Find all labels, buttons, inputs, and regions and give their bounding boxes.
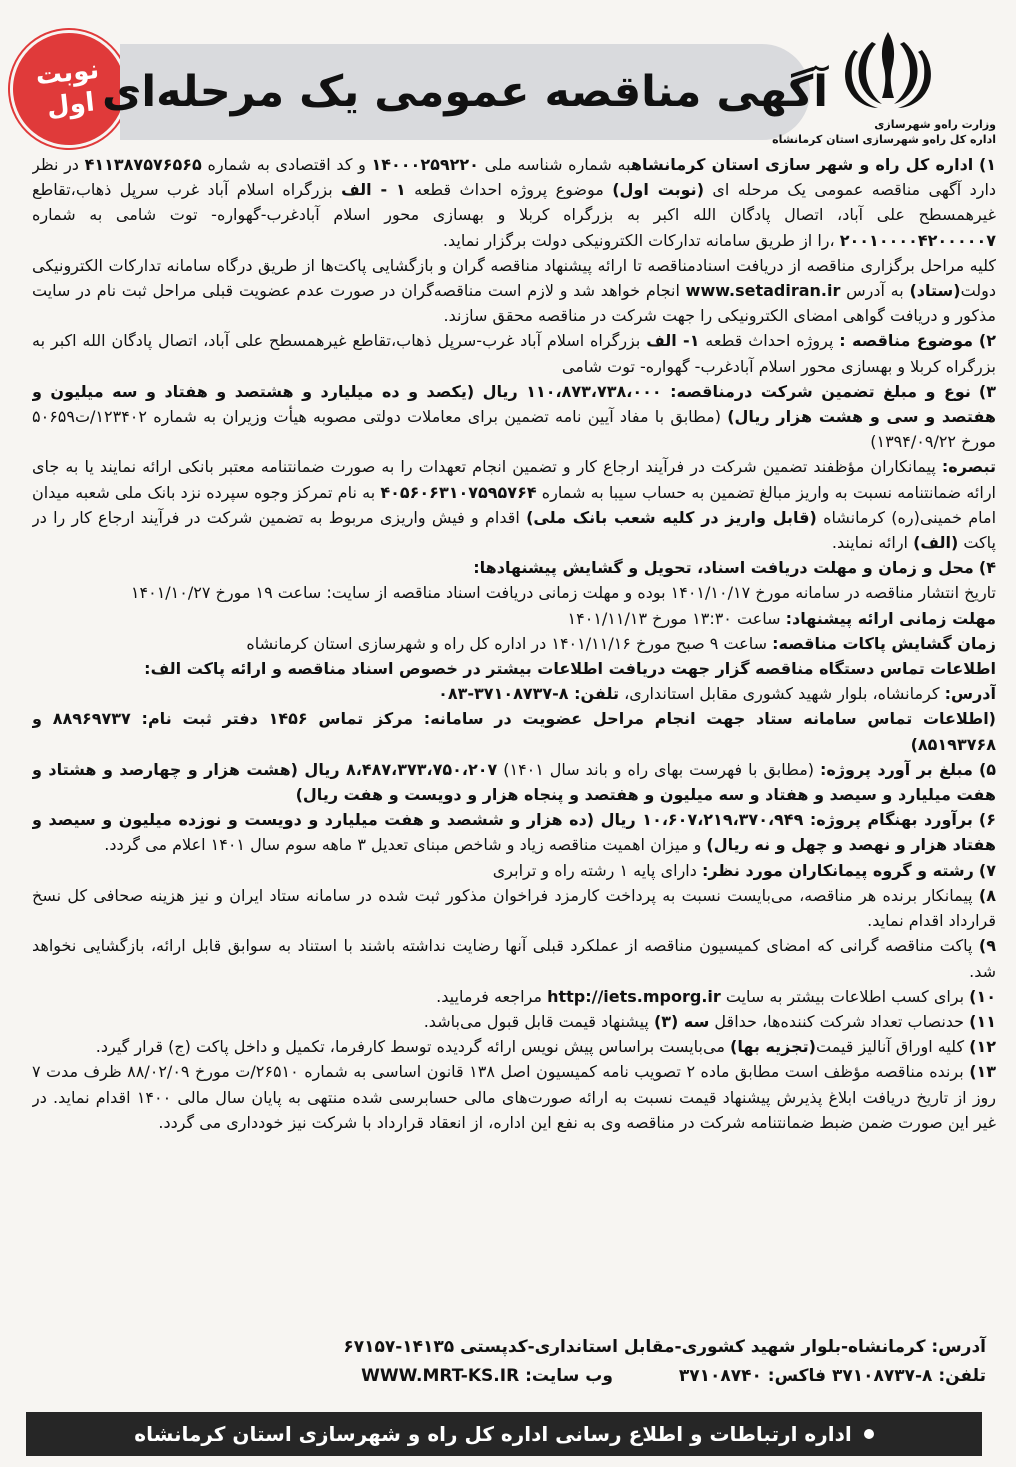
section-11-text-1: حدنصاب تعداد شرکت کننده‌ها، حداقل xyxy=(709,1011,965,1031)
section-3-number: ۳) xyxy=(978,381,996,401)
website-label: وب سایت: xyxy=(525,1366,613,1386)
section-11-number: ۱۱) xyxy=(969,1011,996,1031)
section-2-piece: ۱- الف xyxy=(646,331,700,351)
section-10-text-1: برای کسب اطلاعات بیشتر به سایت xyxy=(720,986,965,1006)
note-text-3: اقدام و فیش واریزی مربوط به تضمین شرکت در فرآیند ارجاع کار را در پاکت xyxy=(32,507,996,553)
footer-bullet-icon xyxy=(864,1429,874,1439)
round-label: (نوبت اول) xyxy=(612,180,705,200)
section-8-text: پیمانکار برنده هر مناقصه، می‌بایست نسبت به پرداخت کارمزد فراخوان مذکور ثبت شده در سامانه ستاد ایران و نیز هزینه صحافی کل نسخ قرارداد اقدام نماید. xyxy=(32,885,996,931)
note-text-4: ارائه نمایند. xyxy=(831,533,914,553)
section-13-text: برنده مناقصه مؤظف است مطابق ماده ۲ تصویب نامه کمیسیون اصل ۱۳۸ قانون اساسی به شماره ۲۶۵۱۰/ت مورخ ۸۸/۰۲/۰۹ ظرف مدت ۷ روز از تاریخ دریافت ابلاغ پذیرش پیشنهاد قیمت نسبت به ارائه صورت‌های مالی حسابرسی شده منتهی به پایان سال مالی ۱۴۰۰ اقدام نماید. در غیر این صورت ضمن ضبط ضمانتنامه شرکت در مناقصه وی به نفع این اداره، از انعقاد قرارداد با شرکت نیز خودداری می گردد. xyxy=(32,1062,996,1132)
section-1-text-4: موضوع پروژه احداث قطعه xyxy=(405,180,613,200)
section-4-contact-heading xyxy=(32,656,996,681)
section-1-text-2: و کد اقتصادی به شماره xyxy=(201,155,372,174)
note-text-2: به نام تمرکز وجوه سپرده نزد بانک ملی شعبه میدان امام خمینی(ره) کرمانشاه xyxy=(32,482,996,527)
deadline-heading: مهلت زمانی ارائه پیشنهاد: xyxy=(785,608,996,628)
section-4 xyxy=(32,555,996,580)
section-6-heading: برآورد بهنگام پروژه: xyxy=(809,810,973,830)
updated-estimate-amount: ۱۰،۶۰۷،۲۱۹،۳۷۰،۹۴۹ ریال (ده هزار و ششصد و هفت میلیارد و دویست و نوزده میلیون و سیصد و هفتاد هزار و نهصد و چهل و نه ریال) xyxy=(32,810,996,855)
department-name: اداره کل راه‌و شهرسازی استان کرمانشاه xyxy=(772,133,996,146)
section-4-address xyxy=(32,681,996,706)
section-2-text-2: بزرگراه اسلام آباد غرب-سرپل ذهاب،تقاطع غیرهمسطح علی آباد، اتصال پادگان الله اکبر به بزرگراه کربلا و بهسازی محور اسلام آبادغرب- گهواره- توت شامی xyxy=(32,331,996,376)
section-13 xyxy=(32,1059,996,1135)
section-2 xyxy=(32,328,996,378)
note-section xyxy=(32,454,996,555)
section-4-opening xyxy=(32,631,996,656)
address-heading: آدرس: xyxy=(944,684,996,704)
note-bold-1: (قابل واریز در کلیه شعب بانک ملی) xyxy=(526,507,817,527)
section-2-number: ۲) xyxy=(978,331,996,351)
ministry-name: وزارت راه‌و شهرسازی xyxy=(874,118,996,131)
section-4-deadline xyxy=(32,606,996,631)
section-6-number: ۶) xyxy=(978,810,996,830)
iran-emblem-icon xyxy=(836,28,940,114)
setad-link[interactable]: www.setadiran.ir xyxy=(685,281,841,301)
badge-line-2: اول xyxy=(45,87,96,123)
section-1-para-2-b: به آدرس xyxy=(840,281,910,301)
section-5-text-1: (مطابق با فهرست بهای راه و باند سال ۱۴۰۱) xyxy=(497,759,820,779)
section-7-text-1: دارای پایه ۱ رشته راه و ترابری xyxy=(492,860,702,880)
section-1-para-2 xyxy=(32,253,996,329)
section-5 xyxy=(32,757,996,807)
section-1-para-2-c: انجام خواهد شد و لازم است مناقصه‌گران در صورت عدم عضویت قبلی مراحل ثبت نام در سایت مذکور و دریافت گواهی امضای الکترونیکی را جهت شرکت در مناقصه محقق سازند. xyxy=(32,281,996,326)
section-3 xyxy=(32,379,996,455)
page-title: آگهی مناقصه عمومی یک مرحله‌ای xyxy=(101,67,829,117)
section-11-bold: سه (۳) xyxy=(653,1011,710,1031)
section-1-text-3: در نظر دارد آگهی مناقصه عمومی یک مرحله ای xyxy=(32,155,996,200)
header xyxy=(0,0,1016,150)
section-9 xyxy=(32,933,996,983)
section-2-heading: موضوع مناقصه : xyxy=(839,331,974,351)
economic-code: ۴۱۱۳۸۷۵۷۶۵۶۵ xyxy=(84,155,202,174)
section-9-text: پاکت مناقصه گرانی که امضای کمیسیون مناقصه از عملکرد قبلی آنها رضایت نداشته باشند با استناد به سوابق قابل ارائه، بازگشایی نخواهد شد. xyxy=(32,936,996,981)
section-10-text-2: مراجعه فرمایید. xyxy=(436,986,548,1006)
section-12 xyxy=(32,1034,996,1059)
section-4-setad-contact xyxy=(32,706,996,756)
address-value: کرمانشاه، بلوار شهید کشوری مقابل استانداری، xyxy=(618,684,945,704)
section-8 xyxy=(32,883,996,933)
section-12-text-2: می‌بایست براساس پیش نویس ارائه گردیده توسط کارفرما، تکمیل و داخل پاکت (ج) قرار گیرد. xyxy=(95,1037,730,1057)
section-12-bold: (تجزیه بها) xyxy=(730,1037,816,1057)
footer-bar xyxy=(26,1412,982,1456)
section-13-number: ۱۳) xyxy=(969,1062,996,1082)
website-link[interactable]: WWW.MRT-KS.IR xyxy=(361,1366,520,1386)
section-1-number: ۱) xyxy=(978,155,996,174)
section-9-number: ۹) xyxy=(978,936,996,956)
section-12-text-1: کلیه اوراق آنالیز قیمت xyxy=(815,1037,965,1057)
contact-phone: تلفن: ۸-۳۷۱۰۸۷۳۷-۰۸۳ xyxy=(438,684,619,704)
opening-heading: زمان گشایش پاکات مناقصه: xyxy=(772,633,996,653)
setad-contact-info: (اطلاعات تماس سامانه ستاد جهت انجام مراحل عضویت در سامانه: مرکز تماس ۱۴۵۶ دفتر ثبت نام: ۸۸۹۶۹۷۳۷ و ۸۵۱۹۳۷۶۸) xyxy=(32,709,996,754)
section-7-heading: رشته و گروه پیمانکاران مورد نظر: xyxy=(701,860,974,880)
section-2-text-1: پروژه احداث قطعه xyxy=(699,331,840,351)
estimate-amount: ۸،۴۸۷،۳۷۳،۷۵۰،۲۰۷ ریال (هشت هزار و چهارصد و هشتاد و هفت میلیارد و سیصد و هفتاد و سه میلیون و هفتصد و پنجاه هزار و دویست و هفت ریال) xyxy=(32,759,996,805)
section-1-piece: ۱ - الف xyxy=(341,180,406,200)
section-8-number: ۸) xyxy=(978,885,996,905)
section-4-line-1: تاریخ انتشار مناقصه در سامانه مورخ ۱۴۰۱/۱۰/۱۷ بوده و مهلت زمانی دریافت اسناد مناقصه از سایت: ساعت ۱۹ مورخ ۱۴۰۱/۱۰/۲۷ xyxy=(130,583,996,603)
section-10-number: ۱۰) xyxy=(969,986,996,1006)
contact-heading: اطلاعات تماس دستگاه مناقصه گزار جهت دریافت اطلاعات بیشتر در خصوص اسناد مناقصه و ارائه پاکت الف: xyxy=(144,659,996,679)
section-1 xyxy=(32,152,996,253)
section-3-text-1: (مطابق با مفاد آیین نامه تضمین برای معاملات دولتی مصوبه هیأت وزیران به شماره ۱۲۳۴۰۲/ت۵۰۶۵۹ مورخ ۱۳۹۴/۰۹/۲۲) xyxy=(32,407,996,452)
setad-label: (ستاد) xyxy=(909,281,961,301)
section-1-text-6: ،را از طریق سامانه تدارکات الکترونیکی دولت برگزار نماید. xyxy=(442,230,840,250)
section-12-number: ۱۲) xyxy=(969,1037,996,1057)
office-phone-fax: تلفن: ۸-۳۷۱۰۸۷۳۷ فاکس: ۳۷۱۰۸۷۴۰ xyxy=(678,1366,986,1386)
section-7 xyxy=(32,858,996,883)
office-address: آدرس: کرمانشاه-بلوار شهید کشوری-مقابل استانداری-کدپستی ۱۴۱۳۵-۶۷۱۵۷ xyxy=(343,1337,986,1357)
section-1-text-1: به شماره شناسه ملی xyxy=(478,155,631,174)
section-5-heading: مبلغ بر آورد پروژه: xyxy=(819,759,973,779)
iets-link[interactable]: http://iets.mporg.ir xyxy=(547,986,721,1006)
section-3-heading: نوع و مبلغ تضمین شرکت درمناقصه: xyxy=(670,381,971,401)
footer-text: اداره ارتباطات و اطلاع رسانی اداره کل راه و شهرسازی استان کرمانشاه xyxy=(134,1422,852,1446)
badge-line-1: نوبت xyxy=(34,54,101,92)
note-bold-2: (الف) xyxy=(913,533,959,553)
section-7-number: ۷) xyxy=(978,860,996,880)
note-heading: تبصره: xyxy=(941,457,996,477)
siba-account-number: ۴۰۵۶۰۶۳۱۰۷۵۹۵۷۶۴ xyxy=(380,482,537,502)
section-11 xyxy=(32,1009,996,1034)
section-1-lead: اداره کل راه و شهر سازی استان کرمانشاه xyxy=(630,155,974,174)
title-bar xyxy=(101,44,829,140)
office-contacts xyxy=(46,1366,986,1386)
opening-value: ساعت ۹ صبح مورخ ۱۴۰۱/۱۱/۱۶ در اداره کل راه و شهرسازی استان کرمانشاه xyxy=(246,633,773,653)
section-6-text-1: و میزان اهمیت مناقصه زیاد و شاخص مبنای تعدیل ۳ ماهه سوم سال ۱۴۰۱ اعلام می گردد. xyxy=(104,835,707,855)
section-5-number: ۵) xyxy=(978,759,996,779)
deadline-value: ساعت ۱۳:۳۰ مورخ ۱۴۰۱/۱۱/۱۳ xyxy=(567,608,786,628)
tender-number: ۲۰۰۱۰۰۰۰۴۲۰۰۰۰۰۷ xyxy=(839,230,996,250)
section-11-text-2: پیشنهاد قیمت قابل قبول می‌باشد. xyxy=(423,1011,654,1031)
section-6 xyxy=(32,807,996,857)
section-1-text-5: بزرگراه اسلام آباد غرب سرپل ذهاب،تقاطع غیرهمسطح علی آباد، اتصال پادگان الله اکبر به بزرگراه کربلا و بهسازی محور اسلام آبادغرب-گهواره- توت شامی به شماره xyxy=(32,180,996,225)
notice-body xyxy=(32,152,996,1380)
guarantee-amount: ۱۱۰،۸۷۳،۷۳۸،۰۰۰ ریال (یکصد و ده میلیارد و هشتصد و هفتاد و سه میلیون و هفتصد و سی و هشت هزار ریال) xyxy=(32,381,996,427)
section-4-heading: محل و زمان و مهلت دریافت اسناد، تحویل و گشایش پیشنهادها: xyxy=(473,558,974,578)
national-id: ۱۴۰۰۰۲۵۹۲۲۰ xyxy=(371,155,479,174)
section-1-para-2-a: کلیه مراحل برگزاری مناقصه از دریافت اسنادمناقصه تا ارائه پیشنهاد مناقصه گران و بازگشایی پاکت‌ها از طریق درگاه سامانه تدارکات الکترونیکی دولت xyxy=(32,255,996,301)
note-text-1: پیمانکاران مؤظفند تضمین شرکت در فرآیند ارجاع کار و تضمین انجام تعهدات را به صورت ضمانتنامه معتبر بانکی ارائه نمایند یا به جای ارائه ضمانتنامه نسبت به واریز مبالغ تضمین به حساب سیبا به شماره xyxy=(32,457,996,502)
section-10 xyxy=(32,984,996,1009)
section-4-number: ۴) xyxy=(978,558,996,578)
